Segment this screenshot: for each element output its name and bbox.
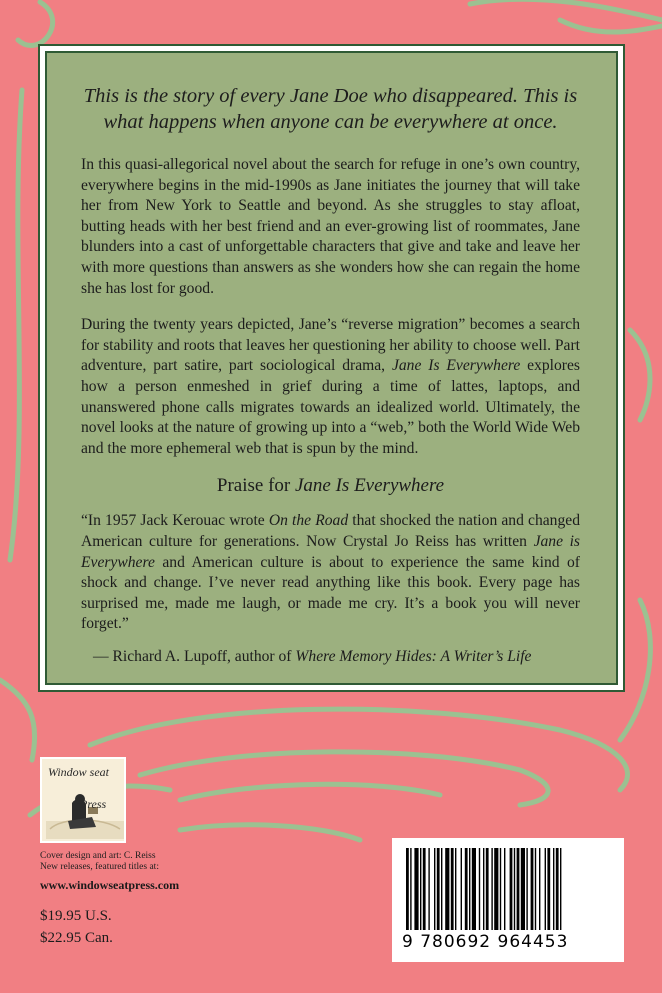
barcode-bar	[553, 848, 554, 930]
barcode-bar	[428, 848, 429, 930]
quote-part-3: and American culture is about to experience the same kind of shock and change. I’ve never read anything like this book. Every page has surprised me, made me laugh, or made me cry. It’s a book you will never forget.”	[81, 553, 580, 633]
quote-part-2: that shocked the nation and changed American culture for generations. Now Crystal Jo Reiss has written	[81, 512, 580, 550]
quote-part-1: “In 1957 Jack Kerouac wrote	[81, 512, 269, 530]
book-title: Jane Is Everywhere	[391, 357, 521, 375]
praise-heading-prefix: Praise for	[216, 475, 295, 497]
barcode-bar	[545, 848, 546, 930]
synopsis-paragraph-2-part-2: explores how a person enmeshed in grief during a time of lattes, laptops, and unanswered phone calls migrates towards an idealized world. Ultimately, the novel looks at the nature of growing up into a “web,” both the World Wide Web and the more ephemeral web that is spun by the mind.	[81, 357, 580, 457]
barcode-bar	[441, 848, 442, 930]
description-panel	[45, 51, 618, 685]
barcode-bar	[445, 848, 449, 930]
barcode-bar	[510, 848, 513, 930]
publisher-logo	[40, 757, 126, 843]
isbn-number: 9 780692 964453	[402, 932, 569, 952]
attribution-prefix: — Richard A. Lupoff, author of	[93, 647, 296, 665]
barcode-bar	[483, 848, 484, 930]
barcode-bar	[539, 848, 540, 930]
praise-heading	[81, 475, 580, 497]
cover-credits	[40, 851, 159, 873]
price-canada: $22.95 Can.	[40, 930, 113, 946]
barcode-bar	[451, 848, 454, 930]
barcode-bar	[406, 848, 409, 930]
barcode-bar	[526, 848, 527, 930]
tagline-line-2: what happens when anyone can be everywhere at once.	[103, 111, 558, 133]
barcode-bar	[491, 848, 492, 930]
publisher-website: www.windowseatpress.com	[40, 878, 180, 892]
description-panel-frame	[38, 44, 625, 692]
attribution-title: Where Memory Hides: A Writer’s Life	[295, 647, 532, 665]
barcode-bar	[469, 848, 470, 930]
barcode-bar	[531, 848, 534, 930]
credit-line-2: New releases, featured titles at:	[40, 862, 159, 872]
barcode-bar	[521, 848, 525, 930]
synopsis-paragraph-2	[81, 315, 580, 459]
barcode-bar	[500, 848, 501, 930]
tagline	[81, 83, 580, 135]
barcode-bar	[465, 848, 468, 930]
quote-title-2: Jane is Everywhere	[81, 532, 580, 571]
review-quote	[81, 511, 580, 635]
barcode-bar	[560, 848, 561, 930]
barcode-bar	[486, 848, 489, 930]
synopsis-paragraph-2-part-1: During the twenty years depicted, Jane’s “reverse migration” becomes a search for stability and roots that leaves her questioning her ability to choose well. Part adventure, part satire, part sociological drama,	[81, 316, 580, 375]
barcode-bar	[420, 848, 421, 930]
barcode-bar	[472, 848, 476, 930]
credit-line-1: Cover design and art: C. Reiss	[40, 851, 156, 861]
barcode-bar	[556, 848, 559, 930]
barcode-bar	[479, 848, 480, 930]
quote-attribution	[93, 647, 580, 667]
logo-text-line-1: Window seat	[48, 765, 110, 779]
barcode-bars	[406, 848, 610, 930]
barcode-bar	[461, 848, 462, 930]
quote-title-1: On the Road	[268, 512, 349, 530]
barcode-bar	[517, 848, 520, 930]
barcode-bar	[434, 848, 435, 930]
barcode-bar	[437, 848, 440, 930]
barcode-bar	[504, 848, 505, 930]
barcode-bar	[423, 848, 426, 930]
barcode-bar	[410, 848, 411, 930]
barcode-bar	[494, 848, 498, 930]
barcode	[392, 838, 624, 962]
barcode-bar	[455, 848, 456, 930]
tagline-line-1: This is the story of every Jane Doe who disappeared. This is	[83, 85, 578, 107]
barcode-bar	[414, 848, 418, 930]
barcode-bar	[547, 848, 550, 930]
barcode-bar	[535, 848, 536, 930]
synopsis-paragraph-1: In this quasi-allegorical novel about the search for refuge in one’s own country, everywhere begins in the mid-1990s as Jane initiates the journey that will take her from New York to Seattle and beyond. As she struggles to stay afloat, butting heads with her best friend and an ever-growing list of roommates, Jane blunders into a cast of unforgettable characters that give and take and leave her with more questions than answers as she wonders how she can regain the home she has lost for good.	[81, 156, 580, 297]
logo-text-line-2: Press	[80, 797, 107, 811]
praise-heading-title: Jane Is Everywhere	[294, 475, 445, 497]
price-us: $19.95 U.S.	[40, 908, 112, 924]
barcode-bar	[514, 848, 515, 930]
